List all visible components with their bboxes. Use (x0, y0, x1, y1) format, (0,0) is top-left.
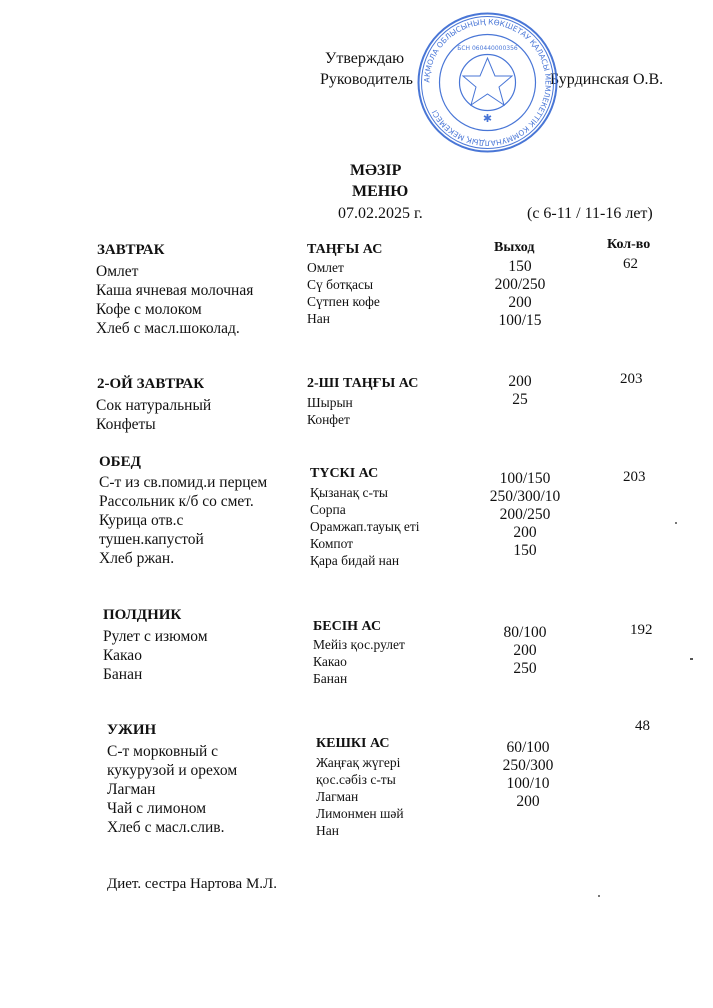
approve-label: Утверждаю (325, 50, 405, 67)
meal-items-kz (307, 394, 353, 428)
menu-item-kz: Сү ботқасы (307, 277, 374, 292)
menu-item-kz: Шырын (307, 395, 353, 410)
meal-items-ru (99, 473, 267, 568)
column-count-header: Кол-во (607, 237, 651, 252)
scan-speck (675, 522, 677, 524)
column-output-header: Выход (494, 240, 535, 255)
meal-outputs (478, 739, 578, 811)
menu-date: 07.02.2025 г. (338, 205, 423, 222)
menu-item-ru: Лагман (107, 781, 156, 798)
menu-item-ru: Каша ячневая молочная (96, 282, 254, 299)
menu-item-ru: С-т морковный с (107, 743, 219, 760)
meal-outputs (470, 258, 570, 330)
approver-name: Бурдинская О.В. (550, 71, 664, 88)
menu-item-ru: Конфеты (96, 416, 156, 433)
menu-item-kz: қос.сәбіз с-ты (316, 772, 396, 787)
menu-item-ru: С-т из св.помид.и перцем (99, 474, 268, 491)
menu-item-ru: Сок натуральный (96, 397, 212, 414)
output-value: 200 (516, 793, 540, 810)
menu-item-kz: Компот (310, 536, 354, 551)
menu-item-ru: Курица отв.с (99, 512, 184, 529)
meal-items-kz (310, 484, 420, 569)
meal-title-kz: ТАҢҒЫ АС (307, 242, 383, 257)
menu-item-kz: Конфет (307, 412, 350, 427)
meal-title-ru: УЖИН (107, 722, 157, 738)
meal-title-kz: 2-ШІ ТАҢҒЫ АС (307, 376, 419, 391)
menu-item-kz: Жаңғақ жүгері (316, 755, 401, 770)
meal-outputs (475, 624, 575, 678)
dietitian-signature: Диет. сестра Нартова М.Л. (107, 876, 277, 892)
output-value: 25 (512, 391, 528, 408)
stamp-id-text: БСН 060440000356 (457, 45, 518, 52)
output-value: 250 (513, 660, 537, 677)
menu-item-ru: Хлеб с масл.слив. (107, 819, 225, 836)
meal-title-ru: 2-ОЙ ЗАВТРАК (97, 376, 205, 392)
output-value: 250/300 (502, 757, 554, 774)
official-stamp (415, 10, 560, 155)
menu-item-kz: Омлет (307, 260, 344, 275)
meal-title-kz: КЕШКІ АС (316, 736, 390, 751)
output-value: 100/15 (498, 312, 542, 329)
menu-item-ru: Кофе с молоком (96, 301, 202, 318)
output-value: 200 (513, 642, 537, 659)
menu-item-ru: Чай с лимоном (107, 800, 207, 817)
output-value: 100/10 (506, 775, 550, 792)
output-value: 250/300/10 (489, 488, 561, 505)
output-value: 60/100 (506, 739, 550, 756)
menu-item-kz: Нан (307, 311, 330, 326)
title-kz: МӘЗІР (350, 162, 402, 179)
age-group: (с 6-11 / 11-16 лет) (527, 205, 653, 222)
meal-outputs (475, 470, 575, 560)
meal-title-ru: ПОЛДНИК (103, 607, 182, 623)
meal-items-kz (313, 636, 405, 687)
meal-title-kz: ТҮСКІ АС (310, 466, 379, 481)
menu-item-ru: Хлеб ржан. (99, 550, 175, 567)
menu-item-kz: Қызанақ с-ты (310, 485, 389, 500)
menu-item-ru: Какао (103, 647, 142, 664)
output-value: 150 (513, 542, 537, 559)
menu-item-kz: Нан (316, 823, 339, 838)
menu-item-ru: Рассольник к/б со смет. (99, 493, 254, 510)
meal-count: 203 (620, 371, 643, 387)
meal-title-ru: ОБЕД (99, 454, 141, 470)
menu-item-kz: Мейіз қос.рулет (313, 637, 405, 652)
menu-item-kz: Сорпа (310, 502, 346, 517)
output-value: 200 (508, 373, 532, 390)
meal-items-ru (103, 627, 208, 684)
output-value: 200 (513, 524, 537, 541)
menu-item-kz: Қара бидай нан (310, 553, 400, 568)
menu-item-ru: Омлет (96, 263, 139, 280)
scan-speck (690, 658, 693, 660)
menu-item-ru: Рулет с изюмом (103, 628, 208, 645)
meal-items-ru (96, 262, 253, 338)
menu-item-kz: Какао (313, 654, 347, 669)
menu-item-kz: Лимонмен шәй (316, 806, 404, 821)
svg-text:АҚМОЛА ОБЛЫСЫНЫҢ КӨКШЕТАУ ҚАЛА (422, 17, 552, 147)
stamp-ring-text: АҚМОЛА ОБЛЫСЫНЫҢ КӨКШЕТАУ ҚАЛАСЫ МЕМЛЕКЕТТІК КОММУНАЛДЫҚ МЕКЕМЕСІ (422, 17, 553, 148)
output-value: 200 (508, 294, 532, 311)
output-value: 150 (508, 258, 532, 275)
menu-item-ru: кукурузой и орехом (107, 762, 238, 779)
meal-count: 48 (635, 718, 650, 734)
meal-items-kz (316, 754, 404, 839)
output-value: 80/100 (503, 624, 547, 641)
meal-count: 192 (630, 622, 653, 638)
meal-title-kz: БЕСІН АС (313, 619, 382, 634)
stamp-star-icon: ✱ (482, 113, 493, 125)
meal-count: 203 (623, 469, 646, 485)
menu-item-kz: Банан (313, 671, 348, 686)
menu-item-kz: Сүтпен кофе (307, 294, 380, 309)
menu-item-kz: Орамжап.тауық еті (310, 519, 420, 534)
output-value: 200/250 (494, 276, 546, 293)
meal-title-ru: ЗАВТРАК (97, 242, 165, 258)
output-value: 100/150 (499, 470, 551, 487)
meal-items-ru (96, 396, 211, 434)
scan-speck (598, 895, 600, 897)
approver-role: Руководитель (320, 71, 413, 88)
meal-outputs (470, 373, 570, 409)
output-value: 200/250 (499, 506, 551, 523)
menu-item-ru: Хлеб с масл.шоколад. (96, 320, 240, 337)
meal-count: 62 (623, 256, 638, 272)
title-ru: МЕНЮ (352, 183, 409, 200)
meal-items-ru (107, 742, 237, 837)
menu-item-ru: тушен.капустой (99, 531, 204, 548)
meal-items-kz (307, 259, 380, 327)
menu-item-ru: Банан (103, 666, 143, 683)
menu-item-kz: Лагман (316, 789, 359, 804)
